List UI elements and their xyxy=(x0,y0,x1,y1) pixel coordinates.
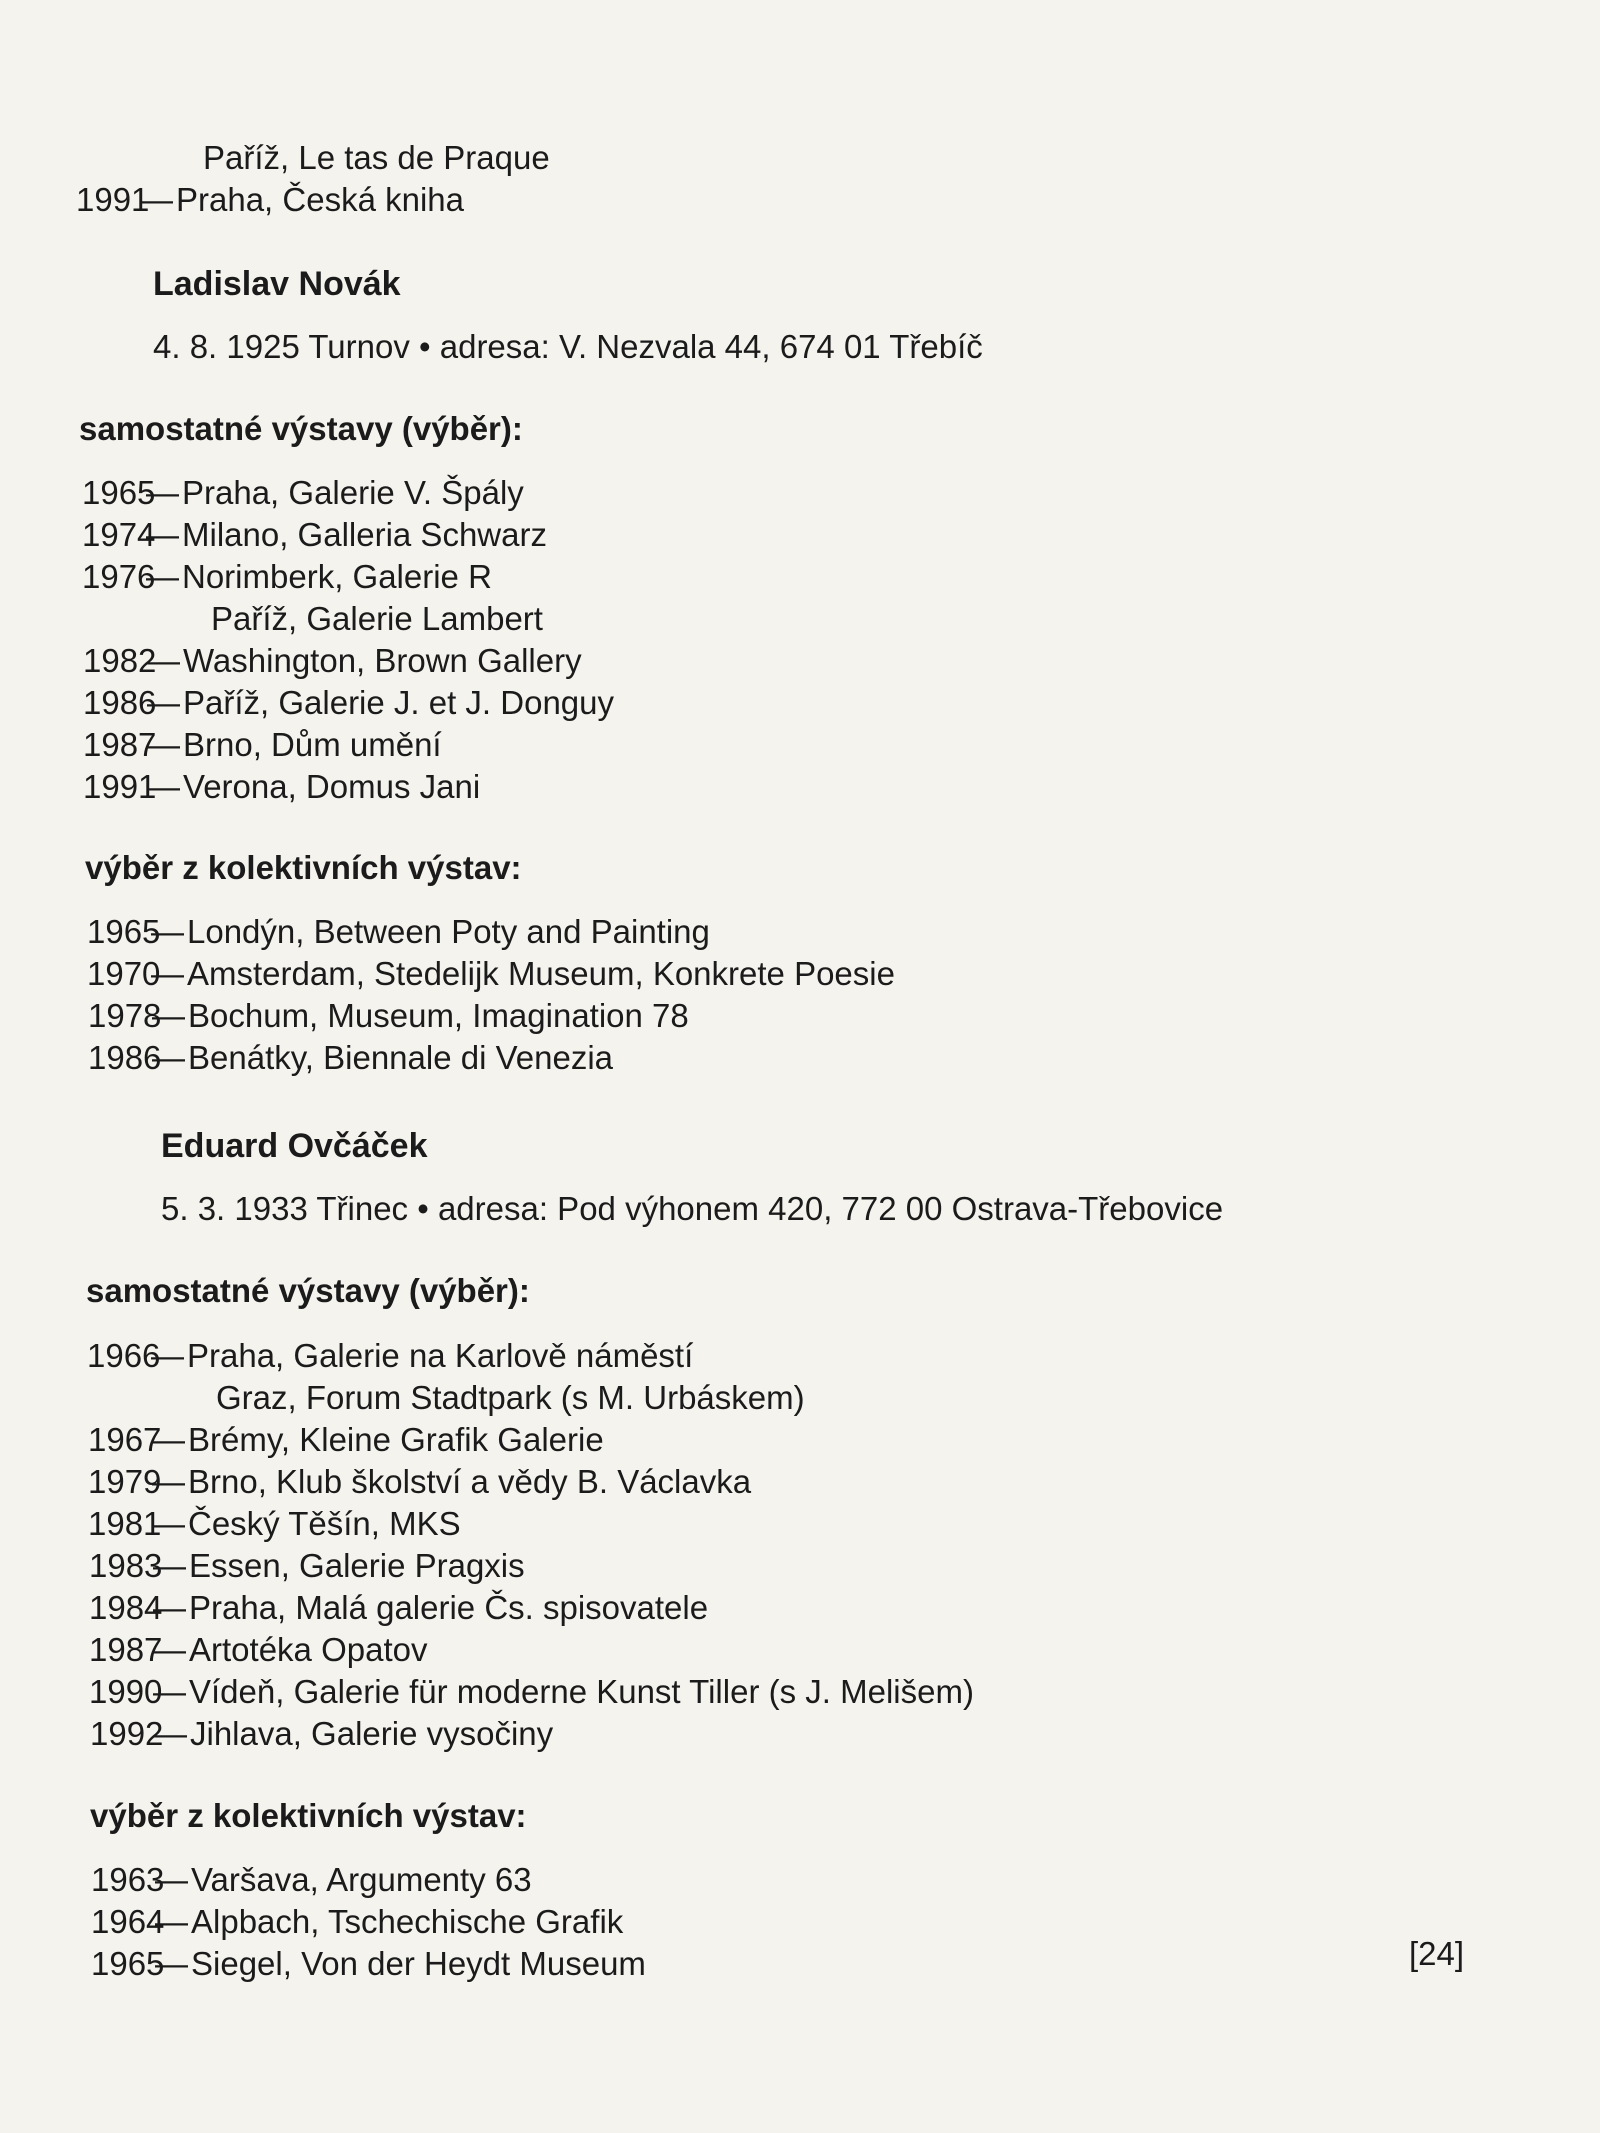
artist-name: Eduard Ovčáček xyxy=(161,1127,428,1165)
exhibition-row xyxy=(88,996,689,1036)
dash: — xyxy=(152,1505,185,1542)
year: 1990 xyxy=(89,1673,163,1710)
exhibition-text: Brémy, Kleine Grafik Galerie xyxy=(188,1421,604,1458)
exhibition-continuation: Graz, Forum Stadtpark (s M. Urbáskem) xyxy=(216,1379,805,1416)
exhibition-row xyxy=(87,954,895,994)
dash: — xyxy=(147,684,180,721)
artist-name: Ladislav Novák xyxy=(153,265,401,303)
exhibition-text: Paříž, Galerie J. et J. Donguy xyxy=(183,684,615,721)
exhibition-text: Bochum, Museum, Imagination 78 xyxy=(188,997,689,1034)
year: 1965 xyxy=(82,474,156,511)
dash: — xyxy=(155,1861,188,1898)
dash: — xyxy=(152,1421,185,1458)
exhibition-row xyxy=(88,1462,751,1502)
exhibition-row xyxy=(82,473,524,513)
exhibition-row xyxy=(82,557,492,597)
continuation-line: Paříž, Le tas de Praque xyxy=(203,139,550,176)
exhibition-row xyxy=(83,725,442,765)
dash: — xyxy=(154,1715,187,1752)
exhibition-text: Vídeň, Galerie für moderne Kunst Tiller (s J. Melišem) xyxy=(189,1673,974,1710)
year: 1987 xyxy=(89,1631,163,1668)
year: 1984 xyxy=(89,1589,163,1626)
year: 1991 xyxy=(76,181,150,218)
exhibition-row xyxy=(89,1630,427,1670)
exhibition-row xyxy=(83,641,582,681)
dash: — xyxy=(155,1903,188,1940)
page-number: [24] xyxy=(1409,1935,1465,1972)
exhibition-text: Alpbach, Tschechische Grafik xyxy=(191,1903,624,1940)
dash: — xyxy=(146,516,179,553)
year: 1976 xyxy=(82,558,156,595)
dash: — xyxy=(153,1589,186,1626)
exhibition-text: Praha, Galerie V. Špály xyxy=(182,474,524,511)
exhibition-row xyxy=(89,1546,525,1586)
exhibition-text: Norimberk, Galerie R xyxy=(182,558,492,595)
year: 1974 xyxy=(82,516,156,553)
exhibition-row xyxy=(88,1420,604,1460)
dash: — xyxy=(152,997,185,1034)
artist-info: 5. 3. 1933 Třinec • adresa: Pod výhonem 420, 772 00 Ostrava-Třebovice xyxy=(161,1190,1224,1227)
year: 1991 xyxy=(83,768,157,805)
exhibition-row xyxy=(83,767,480,807)
year: 1963 xyxy=(91,1861,165,1898)
year: 1987 xyxy=(83,726,157,763)
exhibition-text: Artotéka Opatov xyxy=(189,1631,428,1668)
exhibition-text: Amsterdam, Stedelijk Museum, Konkrete Poesie xyxy=(187,955,895,992)
year: 1982 xyxy=(83,642,157,679)
exhibition-row xyxy=(91,1944,646,1984)
section-heading-solo: samostatné výstavy (výběr): xyxy=(86,1272,530,1309)
dash: — xyxy=(153,1547,186,1584)
exhibition-row xyxy=(87,1336,693,1376)
year: 1966 xyxy=(87,1337,161,1374)
exhibition-text: Essen, Galerie Pragxis xyxy=(189,1547,525,1584)
dash: — xyxy=(147,726,180,763)
dash: — xyxy=(153,1673,186,1710)
section-heading-group: výběr z kolektivních výstav: xyxy=(85,849,522,886)
exhibition-text: Jihlava, Galerie vysočiny xyxy=(190,1715,554,1752)
dash: — xyxy=(147,768,180,805)
year: 1986 xyxy=(83,684,157,721)
dash: — xyxy=(152,1463,185,1500)
dash: — xyxy=(153,1631,186,1668)
year: 1965 xyxy=(87,913,161,950)
exhibition-text: Praha, Galerie na Karlově náměstí xyxy=(187,1337,694,1374)
dash: — xyxy=(151,1337,184,1374)
year: 1986 xyxy=(88,1039,162,1076)
year: 1981 xyxy=(88,1505,162,1542)
exhibition-text: Varšava, Argumenty 63 xyxy=(191,1861,532,1898)
dash: — xyxy=(152,1039,185,1076)
exhibition-row xyxy=(87,912,710,952)
year: 1979 xyxy=(88,1463,162,1500)
year: 1965 xyxy=(91,1945,165,1982)
exhibition-row xyxy=(88,1038,613,1078)
exhibition-text: Benátky, Biennale di Venezia xyxy=(188,1039,614,1076)
year: 1970 xyxy=(87,955,161,992)
exhibition-row xyxy=(88,1504,461,1544)
exhibition-row xyxy=(91,1902,623,1942)
exhibition-text: Londýn, Between Poty and Painting xyxy=(187,913,710,950)
exhibition-row xyxy=(90,1714,553,1754)
exhibition-text: Brno, Klub školství a vědy B. Václavka xyxy=(188,1463,752,1500)
year: 1992 xyxy=(90,1715,164,1752)
year: 1978 xyxy=(88,997,162,1034)
exhibition-row xyxy=(76,180,464,220)
year: 1964 xyxy=(91,1903,165,1940)
exhibition-text: Český Těšín, MKS xyxy=(188,1505,461,1542)
exhibition-text: Milano, Galleria Schwarz xyxy=(182,516,547,553)
exhibition-row xyxy=(89,1672,974,1712)
year: 1983 xyxy=(89,1547,163,1584)
exhibition-text: Praha, Česká kniha xyxy=(176,181,464,218)
exhibition-row xyxy=(83,683,614,723)
exhibition-text: Brno, Dům umění xyxy=(183,726,442,763)
exhibition-row xyxy=(91,1860,532,1900)
dash: — xyxy=(140,181,173,218)
artist-info: 4. 8. 1925 Turnov • adresa: V. Nezvala 44, 674 01 Třebíč xyxy=(153,328,983,365)
dash: — xyxy=(155,1945,188,1982)
exhibition-text: Verona, Domus Jani xyxy=(183,768,481,805)
exhibition-text: Washington, Brown Gallery xyxy=(183,642,582,679)
dash: — xyxy=(146,474,179,511)
exhibition-continuation: Paříž, Galerie Lambert xyxy=(211,600,543,637)
year: 1967 xyxy=(88,1421,162,1458)
dash: — xyxy=(151,955,184,992)
section-heading-solo: samostatné výstavy (výběr): xyxy=(79,410,523,447)
dash: — xyxy=(147,642,180,679)
exhibition-text: Praha, Malá galerie Čs. spisovatele xyxy=(189,1589,709,1626)
dash: — xyxy=(146,558,179,595)
section-heading-group: výběr z kolektivních výstav: xyxy=(90,1797,527,1834)
exhibition-text: Siegel, Von der Heydt Museum xyxy=(191,1945,646,1982)
exhibition-row xyxy=(89,1588,708,1628)
exhibition-row xyxy=(82,515,547,555)
dash: — xyxy=(151,913,184,950)
